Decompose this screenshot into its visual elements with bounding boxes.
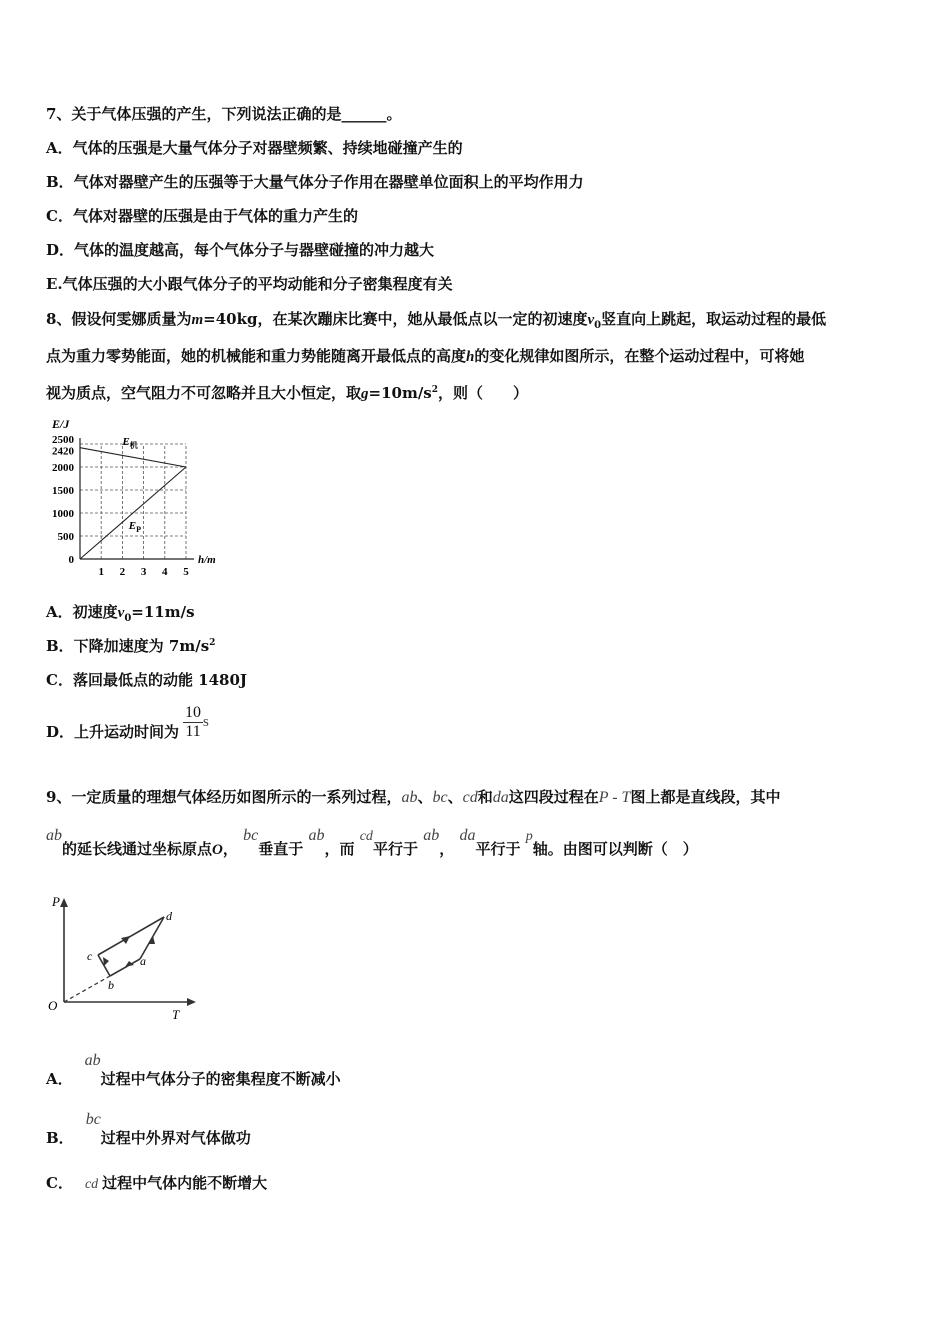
y-tick-label: 1000 (52, 508, 74, 520)
segment-ab (110, 959, 140, 976)
q9-text: ，而 (324, 840, 355, 858)
q7-option-e: E.气体压强的大小跟气体分子的平均动能和分子密集程度有关 (46, 275, 453, 293)
y-tick-label: 0 (68, 554, 74, 566)
q9-math-ab: ab (46, 827, 62, 844)
q7-stem-text: 7、关于气体压强的产生，下列说法正确的是 (46, 105, 342, 123)
arrow-ab (125, 961, 134, 967)
q8-energy-chart (40, 415, 240, 583)
q9-text: 图上都是直线段，其中 (630, 788, 781, 806)
q9-math-bc: bc (243, 827, 259, 844)
q9-math-cd: cd (84, 1177, 99, 1192)
q8-text: 点为重力零势能面，她的机械能和重力势能随离开最低点的高度 (46, 347, 467, 365)
x-tick-label: 2 (119, 566, 126, 578)
q9-text: 、 (417, 788, 433, 806)
q8-text: =11m/s (131, 603, 195, 621)
x-tick-label: 5 (183, 566, 189, 578)
q9-text: 轴。由图可以判断（ ） (532, 840, 698, 858)
q7-option-d: D．气体的温度越高，每个气体分子与器壁碰撞的冲力越大 (46, 241, 435, 259)
q8-text: 视为质点，空气阻力不可忽略并且大小恒定，取 (46, 384, 362, 402)
series-line-mechanical-energy (80, 448, 186, 467)
y-tick-label: 2420 (52, 445, 74, 458)
q9-stem-line1 (46, 786, 780, 807)
x-tick-label: 3 (140, 566, 147, 578)
arrow-bc (103, 957, 109, 966)
segment-cd (98, 917, 164, 955)
q9-math-ab: ab (401, 789, 418, 806)
q9-math-da: da (459, 827, 476, 844)
q9-text: 的延长线通过坐标原点 (62, 840, 213, 858)
option-label: C． (46, 1174, 73, 1192)
q7-option-b: B．气体对器壁产生的压强等于大量气体分子作用在器壁单位面积上的平均作用力 (46, 173, 584, 191)
q8-var-v-sub: 0 (124, 613, 132, 624)
q9-math-bc: bc (85, 1111, 101, 1128)
y-axis-label: E/J (52, 417, 70, 431)
q9-option-c (46, 1172, 267, 1193)
q9-text: ， (222, 840, 238, 858)
q9-math-cd: cd (462, 789, 478, 806)
q7-stem (46, 103, 401, 124)
q9-option-text: 过程中气体内能不断增大 (102, 1174, 268, 1192)
arrow-cd (121, 936, 130, 944)
q9-math-p: p (525, 829, 533, 844)
q8-sup: 2 (209, 638, 216, 648)
q8-sup: 2 (431, 385, 439, 395)
chart-marks (80, 436, 186, 559)
q8-stem-line2 (46, 345, 804, 366)
y-tick-label: 500 (57, 531, 74, 543)
q9-option-b (46, 1111, 251, 1147)
q8-text: 8、假设何雯娜质量为 (46, 310, 192, 328)
q8-var-v: v (117, 605, 125, 621)
q9-math-da: da (492, 789, 509, 806)
q9-text: 这四段过程在 (508, 788, 599, 806)
q9-var-o: O (212, 842, 223, 858)
q8-option-b (46, 635, 215, 656)
q8-stem-line1 (46, 308, 826, 331)
q8-text: 竖直向上跳起，取运动过程的最低 (601, 310, 827, 328)
q8-var-g: g (361, 386, 369, 402)
q9-option-text: 过程中气体分子的密集程度不断减小 (100, 1070, 341, 1088)
q8-option-d (46, 703, 209, 742)
q8-var-v: v (587, 312, 595, 328)
series-label: $E_机$ (122, 435, 138, 450)
ab-extension-dashed (64, 976, 110, 1002)
q9-text: ， (439, 840, 455, 858)
x-tick-label: 4 (162, 566, 168, 578)
q9-text: 垂直于 (258, 840, 304, 858)
label-a: a (140, 954, 146, 968)
q8-fraction (183, 704, 203, 741)
y-tick-label: 2000 (52, 462, 74, 474)
q8-stem-line3 (46, 382, 528, 403)
q9-math-cd: cd (359, 829, 373, 844)
q9-text: 9、一定质量的理想气体经历如图所示的一系列过程， (46, 788, 402, 806)
q8-text: =40kg，在某次蹦床比赛中，她从最低点以一定的初速度 (203, 310, 588, 328)
q7-option-a: A．气体的压强是大量气体分子对器壁频繁、持续地碰撞产生的 (46, 139, 463, 157)
fraction-denominator: 11 (185, 723, 201, 740)
q8-var-v-sub: 0 (594, 320, 602, 331)
q7-stem-end: 。 (386, 105, 402, 123)
q8-option-c: C．落回最低点的动能 1480J (46, 671, 248, 689)
q9-math-ab: ab (423, 827, 440, 844)
chart-grid (80, 444, 186, 559)
q9-math-ab: ab (308, 827, 325, 844)
option-label: A． (46, 1070, 73, 1088)
t-axis-arrow (187, 998, 196, 1006)
series-label: $E_P$ (128, 520, 141, 535)
q9-option-a (46, 1052, 341, 1088)
q8-text: ，则（ ） (438, 384, 529, 402)
q8-text: D．上升运动时间为 (46, 723, 180, 741)
q8-text: 的变化规律如图所示，在整个运动过程中，可将她 (474, 347, 805, 365)
label-c: c (87, 949, 93, 963)
q8-unit: s (203, 714, 209, 730)
q7-option-c: C．气体对器壁的压强是由于气体的重力产生的 (46, 207, 358, 225)
q9-text: 平行于 (372, 840, 418, 858)
q9-stem-line2 (46, 827, 698, 874)
q9-math-bc: bc (432, 789, 448, 806)
x-tick-label: 1 (98, 566, 104, 578)
q9-math-ab: ab (84, 1052, 101, 1069)
q8-text: A．初速度 (46, 603, 118, 621)
label-b: b (108, 978, 114, 992)
q8-option-a (46, 601, 195, 624)
p-axis-arrow (60, 898, 68, 907)
q8-var-m: m (191, 312, 204, 328)
q9-option-text: 过程中外界对气体做功 (100, 1129, 251, 1147)
label-t: T (172, 1007, 180, 1022)
y-tick-label: 1500 (52, 485, 74, 497)
label-o: O (48, 998, 58, 1013)
q8-var-h: h (466, 349, 475, 365)
fraction-numerator: 10 (185, 704, 202, 721)
label-p: P (52, 894, 60, 909)
label-d: d (166, 909, 172, 923)
q9-math-pt: P - T (598, 789, 631, 806)
x-axis-label: h/m (198, 554, 216, 566)
q8-text: =10m/s (368, 384, 432, 402)
option-label: B． (46, 1129, 74, 1147)
q9-text: 、 (447, 788, 463, 806)
q7-blank: ______ (341, 105, 387, 123)
q8-text: B．下降加速度为 7m/s (46, 637, 210, 655)
q9-text: 和 (477, 788, 493, 806)
y-tick-label: 2500 (52, 434, 74, 446)
arrow-da (148, 936, 155, 944)
q9-pt-diagram (42, 892, 202, 1024)
q9-text: 平行于 (475, 840, 521, 858)
